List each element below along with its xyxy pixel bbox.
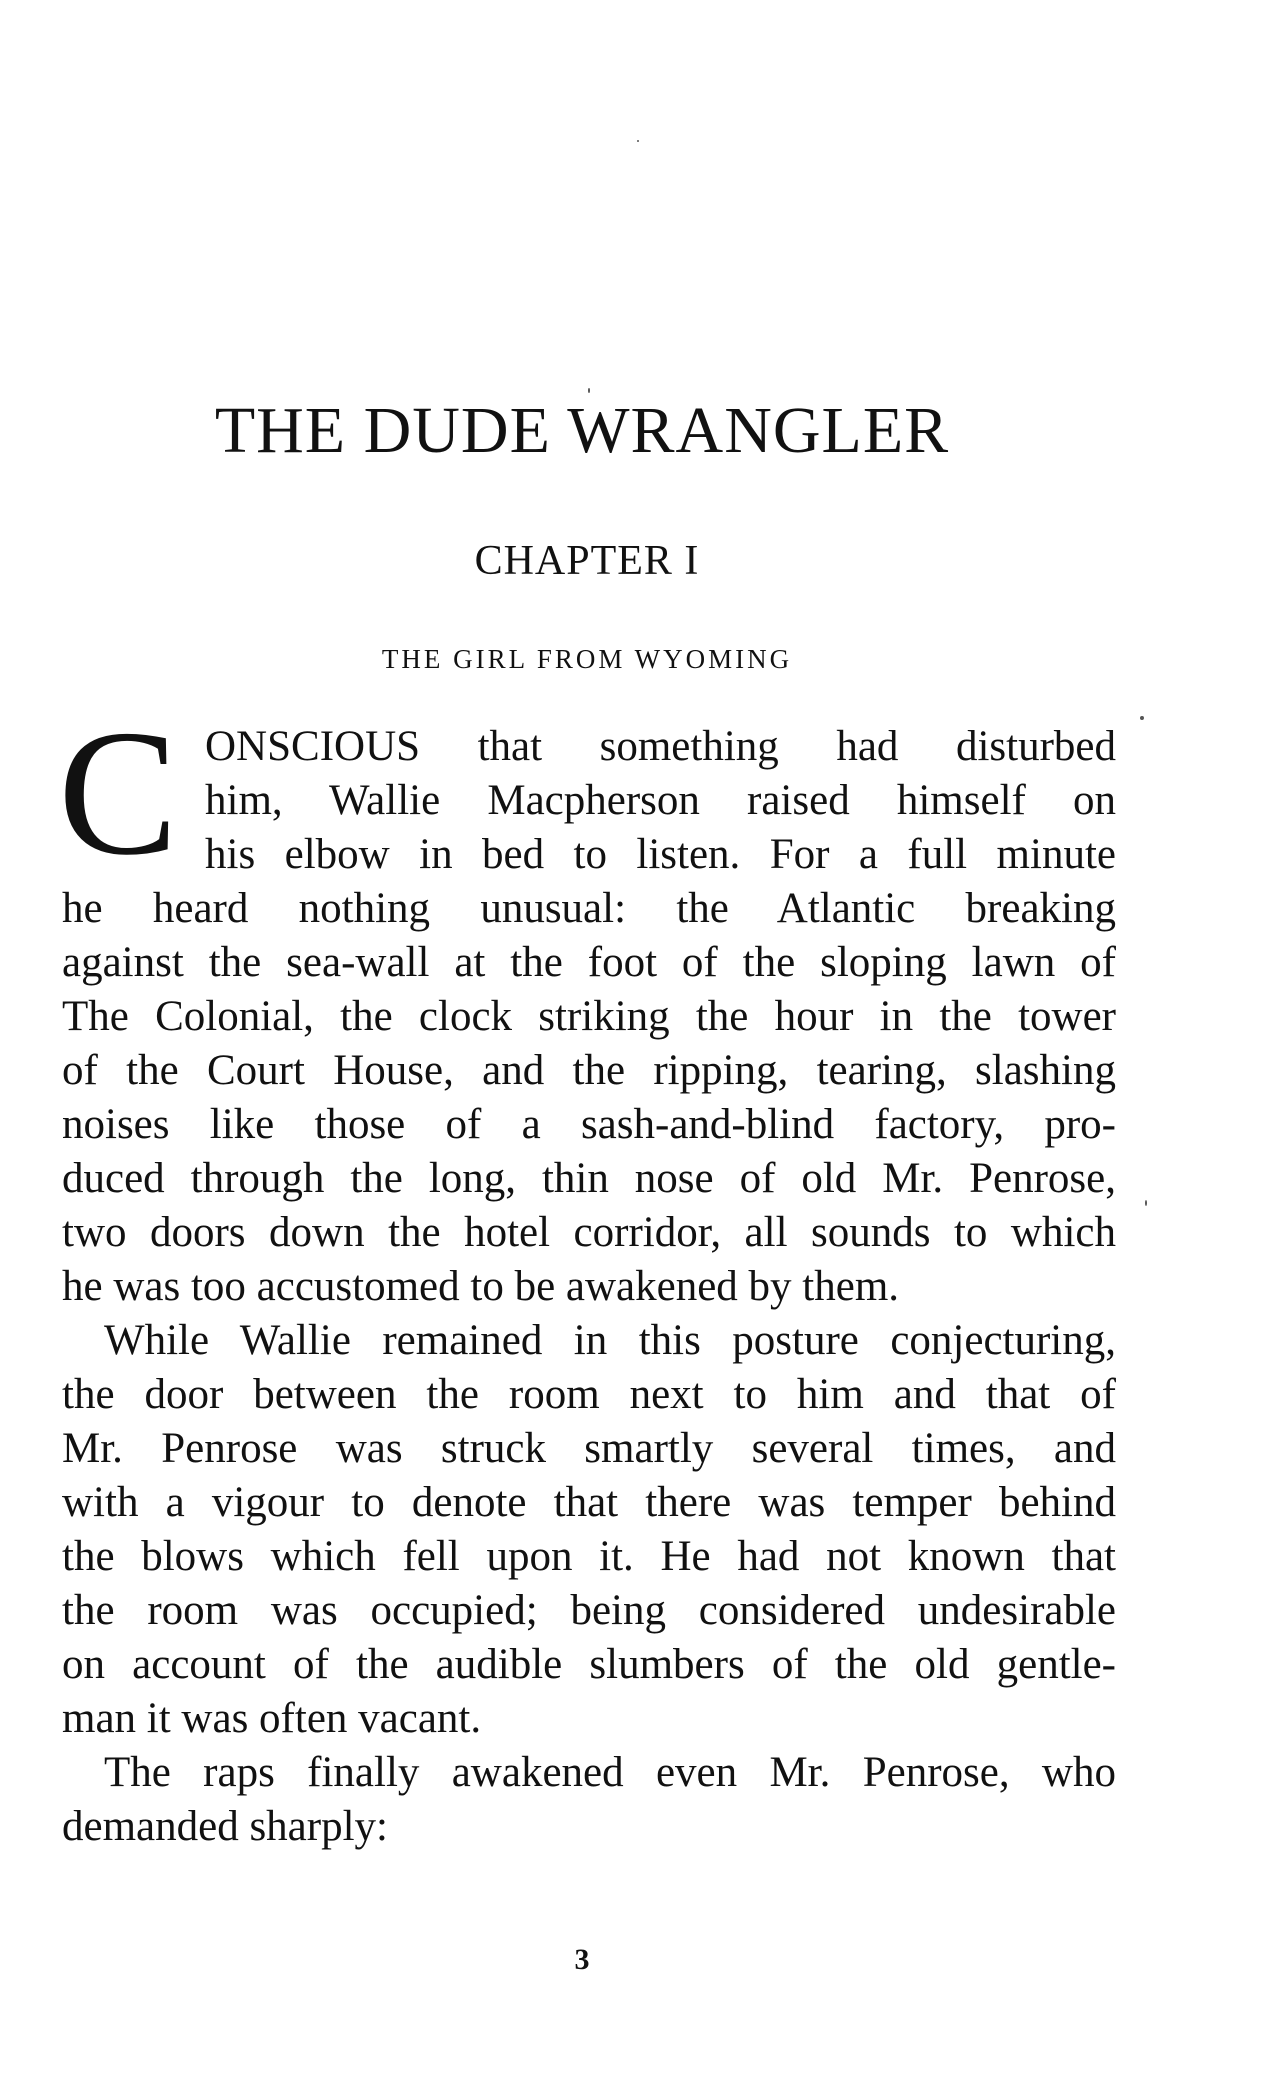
text-line: his elbow in bed to listen. For a full minute xyxy=(205,831,1116,878)
text-line: The Colonial, the clock striking the hour in the tower xyxy=(62,993,1116,1040)
scan-speck xyxy=(588,388,590,393)
text-line: on account of the audible slumbers of the old gentle- xyxy=(62,1641,1116,1688)
book-title: THE DUDE WRANGLER xyxy=(214,394,950,467)
drop-cap: C xyxy=(58,693,179,892)
scan-speck xyxy=(1140,716,1144,720)
text-line: duced through the long, thin nose of old Mr. Penrose, xyxy=(62,1155,1116,1202)
text-line: demanded sharply: xyxy=(62,1803,388,1850)
text-line: The raps finally awakened even Mr. Penrose, who xyxy=(104,1749,1116,1796)
text-line: him, Wallie Macpherson raised himself on xyxy=(205,777,1116,824)
body-text xyxy=(62,720,1116,1854)
text-line: he was too accustomed to be awakened by them. xyxy=(62,1263,900,1310)
text-line: against the sea-wall at the foot of the sloping lawn of xyxy=(62,939,1116,986)
page-number: 3 xyxy=(574,1943,590,1976)
chapter-title: THE GIRL FROM WYOMING xyxy=(381,644,793,674)
scan-speck xyxy=(637,140,639,142)
text-line: Mr. Penrose was struck smartly several times, and xyxy=(62,1425,1116,1472)
scan-speck xyxy=(1145,1200,1147,1206)
chapter-number: CHAPTER I xyxy=(474,538,700,584)
text-line: the door between the room next to him and that of xyxy=(62,1371,1116,1418)
text-line: the room was occupied; being considered undesirable xyxy=(62,1587,1116,1634)
text-line: two doors down the hotel corridor, all sounds to which xyxy=(62,1209,1116,1256)
text-line: with a vigour to denote that there was temper behind xyxy=(62,1479,1116,1526)
text-line: he heard nothing unusual: the Atlantic breaking xyxy=(62,885,1116,932)
text-line: the blows which fell upon it. He had not known that xyxy=(62,1533,1116,1580)
text-line: man it was often vacant. xyxy=(62,1695,482,1742)
text-line: While Wallie remained in this posture conjecturing, xyxy=(104,1317,1116,1364)
text-line: noises like those of a sash-and-blind factory, pro- xyxy=(62,1101,1116,1148)
text-line: of the Court House, and the ripping, tearing, slashing xyxy=(62,1047,1116,1094)
text-line: ONSCIOUS that something had disturbed xyxy=(205,723,1116,770)
